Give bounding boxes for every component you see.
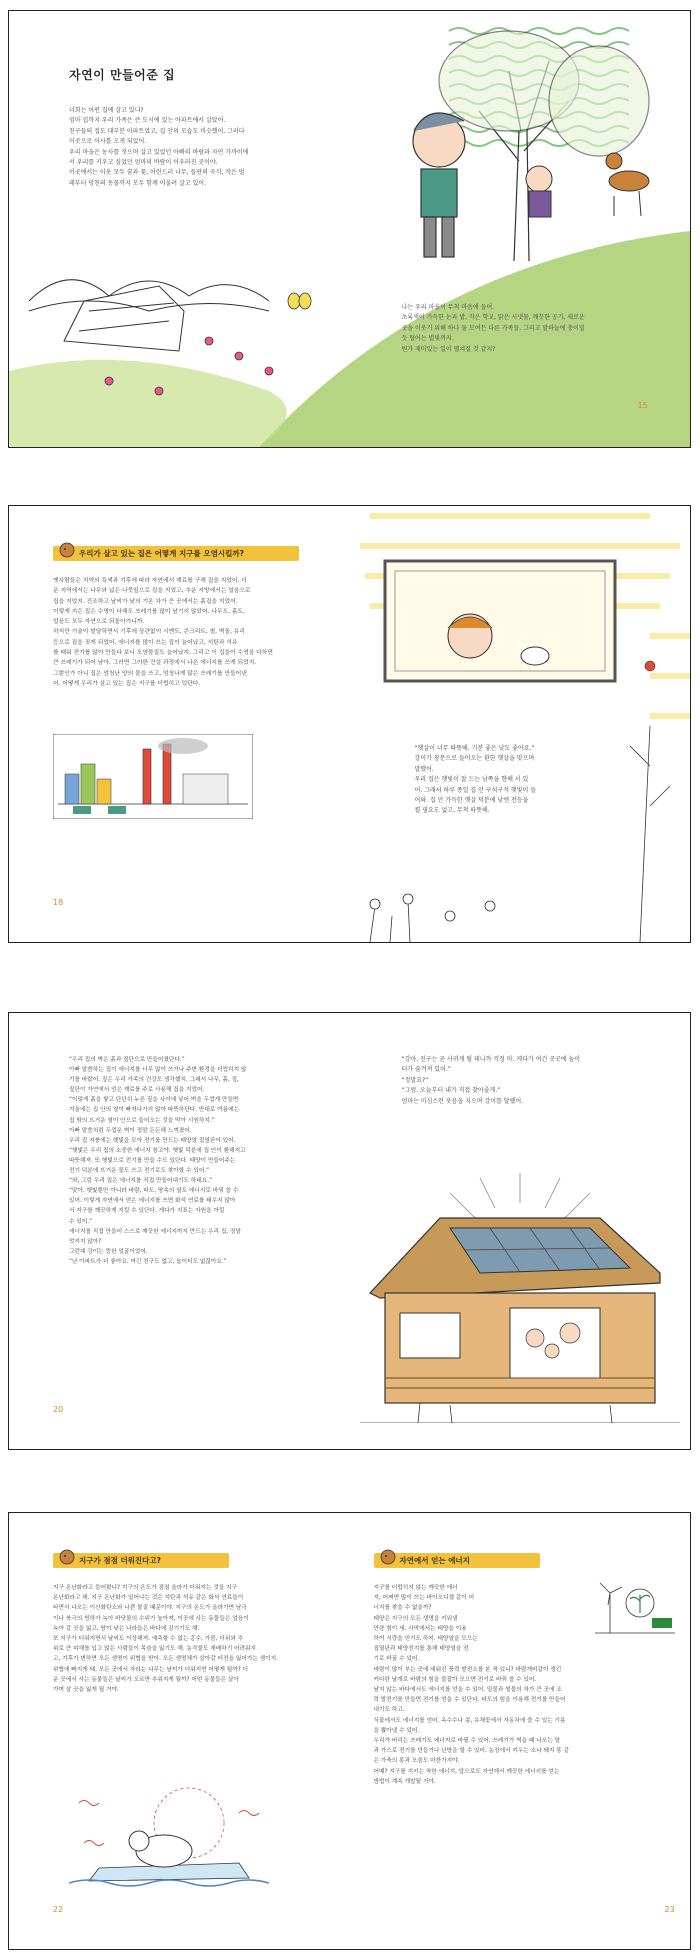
banner-title: 우리가 살고 있는 집은 어떻게 지구를 오염시킬까? (79, 549, 244, 558)
solar-house-illustration (360, 1173, 680, 1423)
hills-sketch (29, 280, 269, 351)
butterfly-icon (288, 293, 311, 309)
section-banner (53, 546, 299, 561)
dog-figure (521, 647, 549, 665)
squirrel-icon (57, 541, 77, 563)
body-text: 지구 온난화라고 들어봤니? 지구의 온도가 점점 올라가 더워지는 것을 지구 온난화라고 해. 지구 온난화가 일어나는 것은 석탄과 석유 같은 화석 연료들이 타면서 나오는 이산화탄소와 나쁜 물질 때문이야. 지구의 온도가 올라가면 남극 이나 북극의 빙하가 녹아 바닷물의 수위가 높아져, 이곳에 사는 동물들은 얼음이 녹아 갈 곳을 잃고, 땅이 낮은 나라들은 바다에 잠기기도 해. 또 지구가 더워지면서 날씨도 이상해져. 예측할 수 없는 홍수, 가뭄, 더위와 추 위로 큰 피해를 입고 많은 사람들이 목숨을 잃기도 해. 농작물도 재배하기 어려워지 고, 기후가 변하면 모든 생명이 위협을 받아. 모든 생명체가 살아갈 터전을 잃어가는 셈이지. 위협에 빠지게 돼. 모든 곳에서 자라는 나무는 날씨가 더워지면 어떻게 될까? 더 운 곳에서 사는 동물들은 날씨가 오르면 추워지게 될까? 어떤 동물들은 살아 가며 살 곳을 잃게 될 거야. (53, 1585, 278, 1694)
window-frame (385, 561, 615, 681)
city-pollution-illustration (53, 734, 253, 819)
page-19 (350, 506, 691, 942)
page-23 (350, 1513, 691, 1949)
page-18 (9, 506, 350, 942)
sunlight-window-illustration (350, 506, 690, 942)
banner-title: 지구가 점점 더워진다고? (79, 1556, 162, 1565)
squirrel-icon (378, 1548, 398, 1570)
page-number: 20 (53, 1405, 64, 1414)
spread-nature-house (8, 10, 691, 448)
polar-bear-illustration (69, 1783, 269, 1893)
squirrel-icon (57, 1548, 77, 1570)
banner-title: 자연에서 얻는 에너지 (399, 1556, 470, 1565)
page-20 (9, 1013, 350, 1449)
window-family (510, 1308, 600, 1378)
body-text: “강아, 친구는 곧 사귀게 될 테니까 걱정 마. 게다가 여긴 곳곳에 놀이 터가 숨겨져 있어.” “정말요?” “그럼. 오늘부터 내가 직접 찾아줄게.” 엄마는 미심스런 웃음을 지으며 강이를 달랬어. (401, 1056, 581, 1105)
body-text: “햇살이 너무 따뜻해. 기분 좋은 낮도 좋아요.” 강이가 창문으로 들어오는 환한 햇살을 맞으며 말했어. 우리 집은 햇빛이 잘 드는 남쪽을 향해 서 있 어. 그래서 하루 종일 집 안 구석구석 햇빛이 들 어와. 집 안 가득한 햇살 덕분에 낮엔 전등을 켤 필요도 없고, 무척 따뜻해. (414, 745, 536, 815)
section-banner (374, 1553, 540, 1568)
section-banner (53, 1553, 229, 1568)
spread-global-warming (8, 1512, 691, 1950)
bird-icon (645, 661, 655, 671)
page-number: 18 (53, 898, 64, 907)
body-text: “우리 집의 벽은 흙과 짚단으로 만들어졌단다.” 아빠 말씀하는 집이 에너지를 너무 많이 쓰거나 주변 환경을 더럽히지 않 기를 바랐어. 짚은 우리 가족의 건강도 생각했지. 그래서 나무, 흙, 짚, 짚단이 자연에서 얻은 재료를 주로 사용해 집을 지었어. “이렇게 흙을 쌓고 단단히 누른 짚을 사이에 넣어 벽을 두껍게 만들면 겨울에는 집 안의 열이 빠져나가지 않아 따뜻하단다. 반대로 여름에는 집 밖의 뜨거운 열이 안으로 들어오는 것을 막아 시원하지.” 아빠 말씀처럼 두껍운 벽이 정말 든든해 느껴졌어. 우리 집 지붕에는 햇빛을 모아 전기를 만드는 태양열 집열판이 있어. “햇빛은 우리 집의 소중한 에너지 창고야. 햇빛 덕분에 집 안이 환해지고 따뜻해져. 또 햇빛으로 전기를 만들 수도 있단다. 태양이 만들어주는 전기 덕분에 뜨거운 물도 쓰고 전기로도 찾아할 수 있어.” “와, 그럼 우리 집은 에너지를 직접 만들어내기도 하네요.” “맞아. 햇빛뿐만 아니라 바람, 파도, 땅속의 열도 에너지로 바꿔 쓸 수 있어. 이렇게 자연에서 얻은 에너지를 쓰면 화석 연료를 태우지 않아 서 지구를 깨끗하게 지킬 수 있단다. 게다가 지표는 자원을 아낄 수 있어.” 에너지를 직접 만들어 스스로 깨끗한 에너지까지 만드는 우리 집, 정말 멋지지 않아? 그런데 강이는 뚱한 얼굴이었어. “난 아파트가 더 좋아요. 여긴 친구도 없고, 놀이터도 없잖아요.” (69, 1057, 247, 1265)
spread-house-pollution (8, 505, 691, 943)
body-text: 나는 우리 마을이 무척 마음에 들어. 초록색이 가득한 논과 밭, 작은 학교, 맑은 시냇물, 깨끗한 공기, 새로운 곳을 이웃기 위해 하나 둘 모여든 다른 가족들. 그리고 말하늘에 충이밀 듯 떨어는 별빛까지. 뭔가 재미있는 일이 펼쳐질 것 같지? (401, 304, 585, 353)
body-text: 너희는 어떤 집에 살고 있니? 엄마 집까지 우리 가족은 큰 도시에 있는 아파트에서 살았어. 친구들의 집도 대부분 아파트였고, 집 안의 모습도 비슷했어. 그러다 이곳으로 이사를 오게 되었어. 우리 마을은 농사를 짓으며 살고 있었던 아빠의 바람과 자연 가까이에 서 우리를 키우고 싶었던 엄마의 바람이 어우러진 곳이야. 이곳에서는 이웃 모두 꿈과 꽃, 어린드러 나무, 들판의 곡식, 작은 벌 레부터 덩친의 동물까지 모두 함께 어울려 살고 있어. (69, 107, 249, 187)
chapter-title: 자연이 만들어준 집 (69, 68, 176, 82)
spread-earth-house (8, 1012, 691, 1450)
page-22 (9, 1513, 350, 1949)
page-21 (350, 1013, 691, 1449)
body-text: 지구를 더럽히지 않는 깨끗한 에너 지, 어쩌면 많이 쓰는 바이오디젤 같이 어 너지를 찾을 수 없을까? 태양은 지구의 모든 생명을 키워낼 만큼 힘이 세. 사막에서는 태양을 이용 하여 식량을 얻기도 하지. 태양열을 모으는 집열판과 태양전지를 통해 태양열을 전 기로 바꿀 수 있어. 바람이 많이 부는 곳에 세워진 풍력 발전소를 본 적 있니? 바람개비같이 생긴 커다란 날개로 바람의 힘을 불잡아 모으면 전기로 바꿔 쓸 수 있어. 날지 않는 바다에서도 에너지를 얻을 수 있어. 밀물과 썰물의 차가 큰 곳에 조 력 발전기를 만들면 전기를 얻을 수 있단다. 파도의 힘을 이용해 전기를 만들어 내기도 하고. 식물에서도 에너지를 얻어. 옥수수나 콩, 유채꽃에서 자동차에 쓸 수 있는 기름 을 뽑아낼 수 있어. 우리가 버리는 쓰레기도 에너지로 바뀔 수 있어. 쓰레기가 썩을 때 나오는 열 과 가스로 전기를 만들거나 난방을 할 수 있어. 농장에서 키우는 소나 돼지 똥 같 은 가축의 똥과 오줌도 마찬가지야. 어때? 지구를 지키는 착한 에너지, 앞으로도 자연에서 깨끗한 에너지를 얻는 방법이 계속 개발될 거야. (373, 1585, 570, 1785)
page-number: 15 (637, 401, 648, 410)
body-text: 옛사람들은 지역의 특색과 기후에 따라 자연에서 재료를 구해 집을 지었어. 더 운 지역에서는 나무와 넓은 나뭇잎으로 집을 지었고, 추운 지방에서는 얼음으로 집을 지었지. 건조하고 날씨가 낮의 기온 차가 큰 곳에서는 흙집을 지었어. 이렇게 지은 집은 수명이 다해도 쓰레기를 많이 남기지 않았어. 나무도, 흙도, 얼음도 모두 자연으로 되돌아가니까. 하지만 기술이 발달하면서 기후에 상관없이 시멘트, 콘크리트, 철, 벽돌, 유리 등으로 집을 짓게 되었어. 에너지를 많이 쓰는 집이 늘어났고, 석탄과 석유 를 태워 전기를 많이 만들다 보니 오염물질도 늘어났지. 그리고 이 집들이 수명을 다하면 큰 쓰레기가 되어 남아. 그러면 그러한 건설 과정에서 나온 에너지를 쓰게 되었지. 그뿐인가 아니 집은 엄청난 양의 물을 쓰고, 엄청나게 많은 쓰레기를 만들어낸 어. 어떻게 우리가 살고 있는 집은 지구를 더럽히고 있단다. (53, 578, 273, 687)
page-15 (350, 11, 691, 447)
page-number: 23 (664, 1905, 675, 1914)
page-number: 22 (53, 1905, 64, 1914)
